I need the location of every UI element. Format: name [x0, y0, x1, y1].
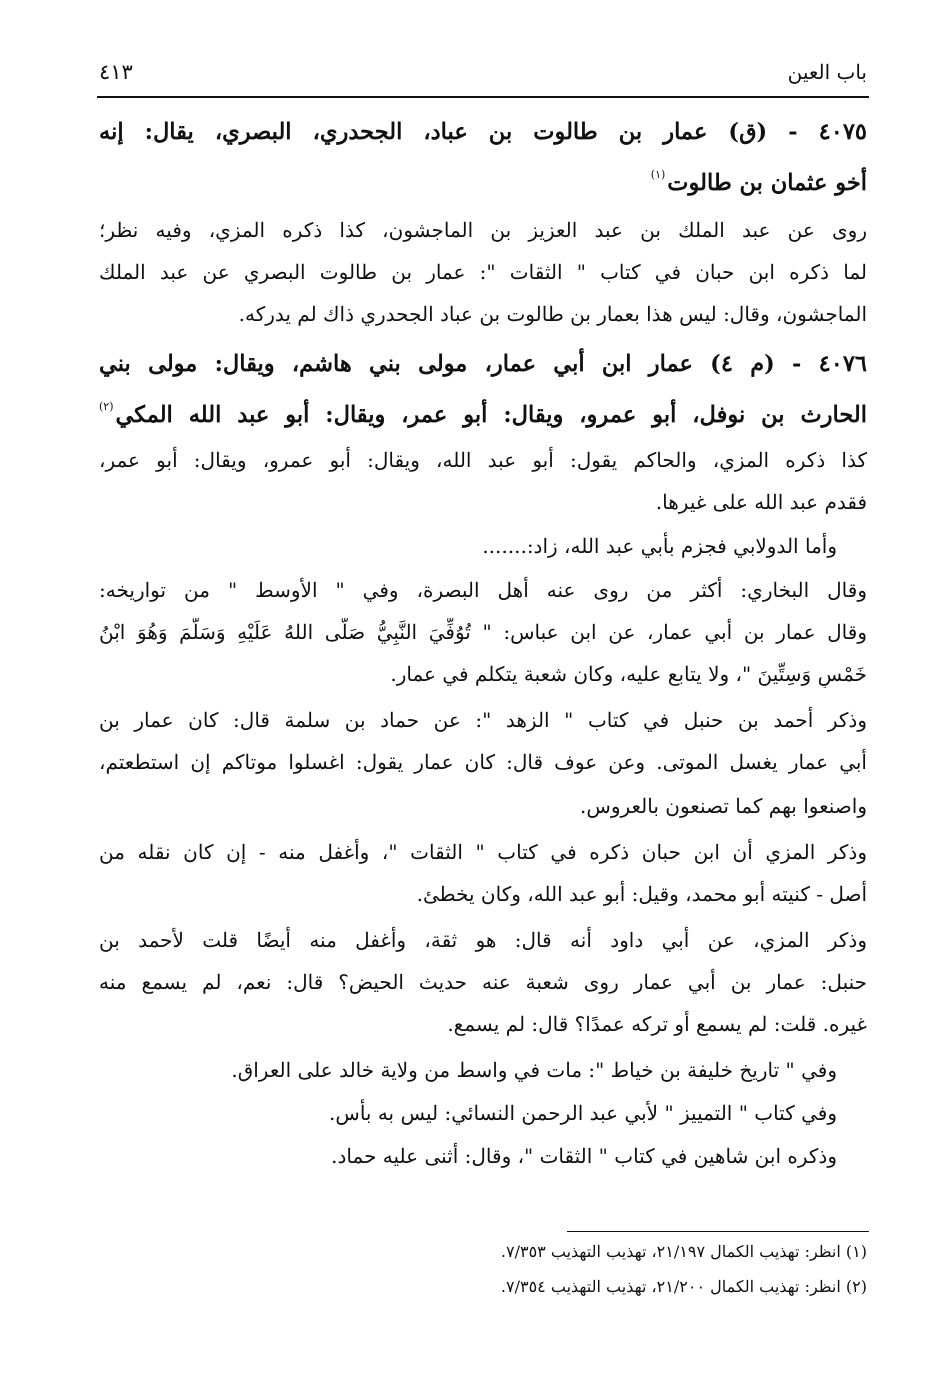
line-text: وفي كتاب " التمييز " لأبي عبد الرحمن النسائي: ليس به بأس.	[329, 1101, 837, 1125]
text-line	[99, 880, 867, 908]
text-line	[99, 1010, 867, 1038]
footnote-marker[interactable]: (٢)	[99, 400, 114, 413]
footnote-marker[interactable]: (١)	[650, 168, 666, 181]
text-line	[99, 968, 867, 996]
page-number: ٤١٣	[99, 60, 133, 84]
line-text: وذكره ابن شاهين في كتاب " الثقات "، وقال: أثنى عليه حماد.	[331, 1144, 837, 1168]
line-text: أخو عثمان بن طالوت	[667, 170, 867, 196]
line-text: فقدم عبد الله على غيرها.	[655, 490, 867, 514]
line-text: لما ذكره ابن حبان في كتاب " الثقات ": عمار بن طالوت البصري عن عبد الملك	[99, 260, 867, 284]
line-text: الحارث بن نوفل، أبو عمرو، ويقال: أبو عمر، ويقال: أبو عبد الله المكي	[115, 402, 867, 428]
line-text: حنبل: عمار بن أبي عمار روى شعبة عنه حديث الحيض؟ قال: نعم، لم يسمع منه	[99, 970, 867, 994]
line-text: ٤٠٧٦ - (م ٤) عمار ابن أبي عمار، مولى بني هاشم، ويقال: مولى بني	[99, 351, 867, 377]
entry-heading-line	[99, 116, 867, 148]
text-line	[99, 1142, 867, 1170]
line-text: أبي عمار يغسل الموتى. وعن عوف قال: كان عمار يقول: اغسلوا موتاكم إن استطعتم،	[99, 750, 867, 774]
line-text: وفي " تاريخ خليفة بن خياط ": مات في واسط من ولاية خالد على العراق.	[231, 1058, 837, 1082]
text-line	[99, 706, 867, 734]
footnote-separator	[567, 1231, 869, 1232]
page-header	[97, 52, 869, 98]
text-line	[99, 748, 867, 776]
line-text: أصل - كنيته أبو محمد، وقيل: أبو عبد الله، وكان يخطئ.	[416, 882, 867, 906]
entry-heading-line	[99, 159, 867, 199]
line-text: الماجشون، وقال: ليس هذا بعمار بن طالوت بن عباد الجحدري ذاك لم يدركه.	[238, 302, 867, 326]
line-text: وقال عمار بن أبي عمار، عن ابن عباس: " تُوُفِّيَ النَّبِيُّ صَلَّى اللهُ عَلَيْهِ وَسَلَّمَ وَهُوَ ابْنُ	[99, 620, 867, 644]
text-line	[99, 1056, 867, 1084]
text-line	[99, 532, 867, 560]
text-line	[99, 618, 867, 646]
entry-heading-line	[99, 348, 867, 380]
line-text: خَمْسٍ وَسِتِّينَ "، ولا يتابع عليه، وكان شعبة يتكلم في عمار.	[390, 662, 867, 686]
line-text: وأما الدولابي فجزم بأبي عبد الله، زاد:.......	[482, 534, 837, 558]
text-line	[99, 792, 867, 820]
line-text: روى عن عبد الملك بن عبد العزيز بن الماجشون، كذا ذكره المزي، وفيه نظر؛	[99, 218, 867, 242]
entry-heading-line	[99, 391, 867, 431]
text-line	[99, 216, 867, 244]
chapter-title: باب العين	[787, 60, 867, 84]
line-text: وقال البخاري: أكثر من روى عنه أهل البصرة، وفي " الأوسط " من تواريخه:	[99, 578, 867, 602]
text-line	[99, 660, 867, 688]
line-text: وذكر المزي أن ابن حبان ذكره في كتاب " الثقات "، وأغفل منه - إن كان نقله من	[99, 840, 867, 864]
text-line	[99, 446, 867, 474]
line-text: واصنعوا بهم كما تصنعون بالعروس.	[580, 794, 867, 818]
line-text: غيره. قلت: لم يسمع أو تركه عمدًا؟ قال: لم يسمع.	[447, 1012, 867, 1036]
text-line	[99, 1099, 867, 1127]
text-line	[99, 300, 867, 328]
text-line	[99, 488, 867, 516]
text-line	[99, 258, 867, 286]
line-text: وذكر أحمد بن حنبل في كتاب " الزهد ": عن حماد بن سلمة قال: كان عمار بن	[99, 708, 867, 732]
line-text: كذا ذكره المزي، والحاكم يقول: أبو عبد الله، ويقال: أبو عمرو، ويقال: أبو عمر،	[99, 448, 867, 472]
line-text: ٤٠٧٥ - (ق) عمار بن طالوت بن عباد، الجحدري، البصري، يقال: إنه	[99, 119, 867, 145]
text-line	[99, 838, 867, 866]
footnote-1: (١) انظر: تهذيب الكمال ٢١/١٩٧، تهذيب التهذيب ٧/٣٥٣.	[500, 1242, 867, 1261]
footnote-2: (٢) انظر: تهذيب الكمال ٢١/٢٠٠، تهذيب التهذيب ٧/٣٥٤.	[500, 1277, 867, 1296]
text-line	[99, 926, 867, 954]
text-line	[99, 576, 867, 604]
line-text: وذكر المزي، عن أبي داود أنه قال: هو ثقة، وأغفل منه أيضًا قلت لأحمد بن	[99, 928, 867, 952]
